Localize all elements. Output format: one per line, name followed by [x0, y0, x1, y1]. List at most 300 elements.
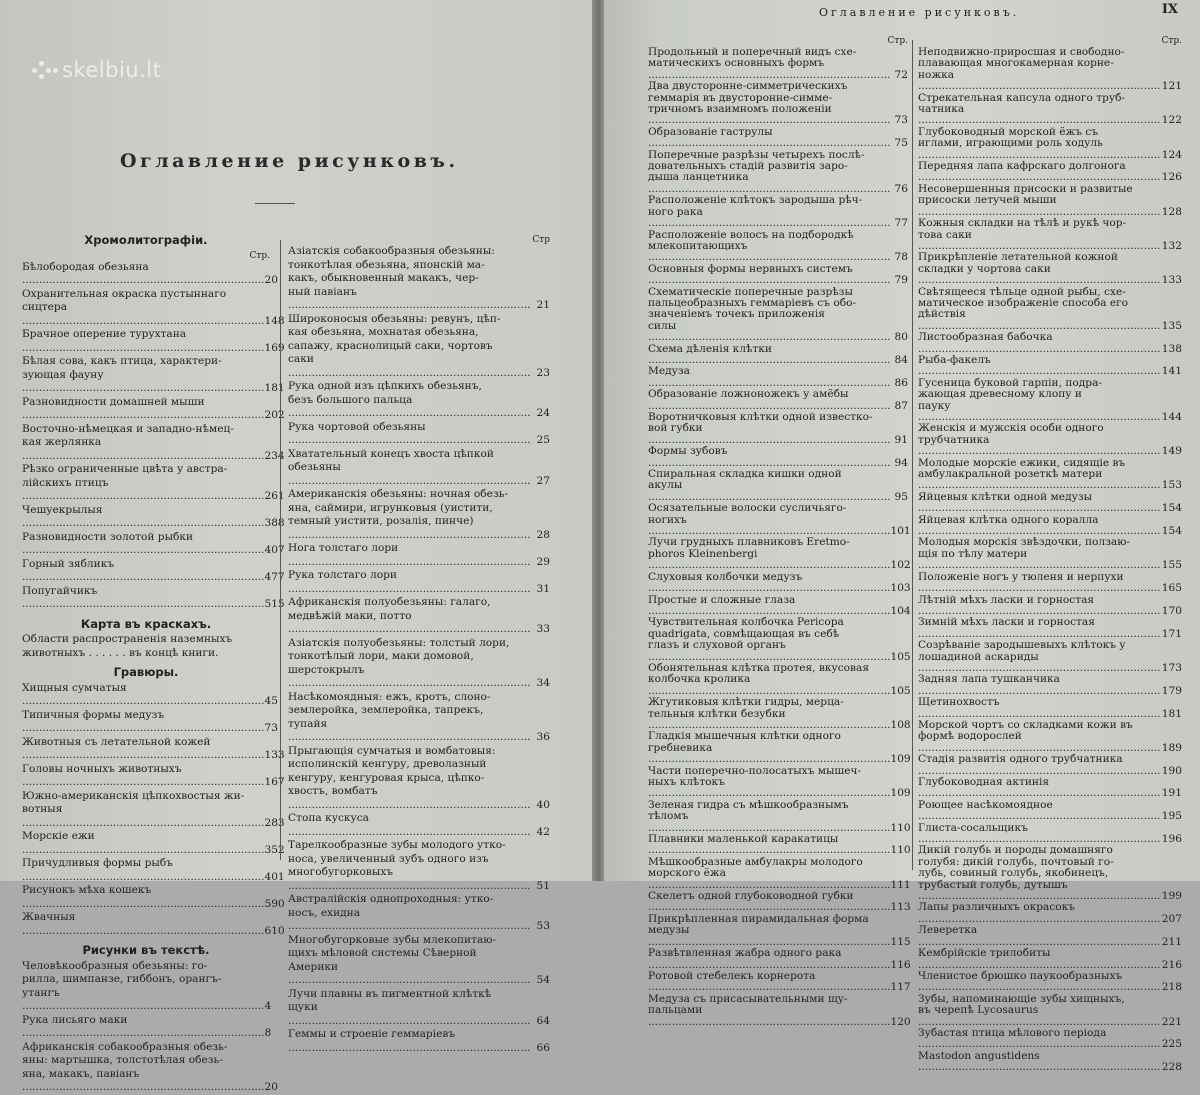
toc-entry [918, 925, 1182, 948]
toc-entry [648, 287, 908, 344]
entry-page: 78 [894, 251, 908, 264]
entry-title: Слуховыя колбочки медузъ ..... [648, 572, 890, 595]
entry-page: 352 [264, 843, 285, 856]
toc-entry [648, 593, 911, 618]
toc-entry [648, 344, 908, 367]
toc-entry [648, 616, 911, 663]
entry-page: 102 [890, 559, 911, 572]
entry-title: Разновидности домашней мыши ..... [22, 396, 264, 423]
page-title: Оглавление рисунковъ. [120, 150, 459, 172]
entry-title: Бѣлая сова, какъ птица, характери- зующая фауну ..... [22, 355, 264, 396]
left-page [0, 0, 596, 1093]
toc-entry [648, 47, 908, 81]
entry-title: Прыгающія сумчатыя и вомбатовыя: исполинскій кенгуру, древолазный кенгуру, кенгуровая крыса, цѣпко- хвостъ, вомбатъ ..... [288, 745, 530, 813]
entry-page: 113 [890, 901, 911, 914]
entry-page: 173 [1161, 661, 1182, 674]
toc-entry [918, 537, 1182, 571]
toc-entry [22, 584, 285, 612]
entry-title: Рука чортовой обезьяны ..... [288, 421, 530, 448]
entry-page: 225 [1161, 1038, 1182, 1051]
entry-page: 105 [890, 684, 911, 697]
entry-page: 36 [536, 731, 550, 743]
entry-title: Попугайчикъ ..... [22, 585, 264, 612]
toc-entry [918, 423, 1182, 457]
entry-page: 101 [890, 525, 911, 538]
entry-page: 149 [1161, 445, 1182, 458]
column-divider [280, 240, 281, 860]
toc-entry [22, 857, 285, 884]
column-divider [912, 40, 913, 870]
toc-entry [22, 328, 285, 355]
entry-title: Молодые морскіе ежики, сидящіе въ амбулакральной розеткѣ матери ..... [918, 458, 1160, 492]
entry-page: 167 [264, 776, 285, 788]
entry-page: 590 [264, 897, 285, 910]
entry-title: Животныя съ летательной кожей ..... [22, 736, 264, 763]
entry-title: Горный зябликъ ..... [22, 558, 264, 585]
toc-entry [648, 855, 911, 891]
toc-entry [918, 617, 1182, 640]
toc-entry [288, 637, 550, 691]
entry-title: Кембрійскіе трилобиты ..... [918, 948, 1160, 971]
entry-title: Рука одной изъ цѣпкихъ обезьянъ, безъ большого пальца ..... [288, 380, 530, 421]
entry-page: 51 [536, 879, 550, 892]
entry-title: Расположеніе клѣтокъ зародыша рѣч- ного рака ..... [648, 195, 890, 229]
toc-entry [22, 911, 285, 938]
entry-page: 190 [1161, 764, 1182, 777]
entry-title: Лучи грудныхъ плавниковъ Eretmo- phoros Kleinenbergi ..... [648, 537, 890, 571]
entry-title: Типичныя формы медузъ ..... [22, 709, 264, 736]
entry-page: 189 [1161, 741, 1182, 754]
toc-entry [22, 708, 278, 736]
toc-entry [22, 395, 285, 423]
toc-entry [288, 245, 550, 313]
page-column-label: Стр. [887, 36, 908, 46]
entry-title: Части поперечно-полосатыхъ мышеч- ныхъ клѣтокъ ..... [648, 766, 890, 800]
entry-title: Скелетъ одной глубоководной губки ..... [648, 891, 890, 914]
entry-title: Медуза съ присасывательными щу- пальцами ..... [648, 994, 890, 1028]
entry-title: Образованіе гаструлы ..... [648, 127, 890, 150]
entry-page: 73 [894, 114, 908, 127]
toc-entry [22, 530, 285, 558]
toc-entry [648, 150, 908, 196]
toc-entry [288, 745, 550, 813]
entry-page: 73 [264, 722, 278, 734]
entry-title: Морскіе ежи ..... [22, 830, 264, 857]
entry-page: 54 [536, 974, 550, 986]
entry-page: 401 [264, 870, 285, 883]
entry-title: Свѣтящееся тѣльце одной рыбы, схе- матическое изображеніе способа его дѣйствія ..... [918, 287, 1160, 333]
entry-title: Лѣтній мѣхъ ласки и горностая ..... [918, 595, 1160, 618]
entry-title: Прикрѣпленіе летательной кожной складки у чортова саки ..... [918, 252, 1160, 286]
toc-entry [648, 469, 908, 503]
entry-page: 23 [536, 366, 550, 379]
toc-entry [648, 127, 908, 150]
entry-title: Рисунокъ мѣха кошекъ ..... [22, 884, 264, 911]
entry-page: 138 [1161, 342, 1182, 355]
entry-page: 202 [264, 409, 285, 421]
toc-entry [648, 764, 911, 800]
toc-entry [22, 260, 278, 288]
entry-title: Охранительная окраска пустыннаго сицтера ..... [22, 288, 264, 329]
entry-title: Кожныя складки на тѣлѣ и рукѣ чор- това саки ..... [918, 218, 1160, 252]
toc-entry [648, 890, 911, 914]
toc-entry [648, 992, 911, 1028]
entry-title: Гусеница буковой гарпіи, подра- жающая древесному клопу и пауку ..... [918, 378, 1160, 424]
entry-title: Молодыя морскія звѣздочки, ползаю- щія по тѣлу матери ..... [918, 537, 1160, 571]
toc-entry [648, 969, 911, 994]
toc-entry [288, 988, 550, 1029]
toc-entry [918, 492, 1182, 515]
toc-entry [288, 569, 550, 596]
entry-page: 75 [894, 137, 908, 150]
toc-entry [648, 195, 908, 229]
toc-entry [22, 557, 285, 585]
entry-page: 169 [264, 341, 285, 354]
entry-title: Стадія развитія одного трубчатника ..... [918, 754, 1160, 777]
toc-entry [918, 800, 1182, 823]
toc-entry [918, 572, 1182, 595]
entry-title: Женскія и мужскія особи одного трубчатника ..... [918, 423, 1160, 457]
entry-page: 126 [1161, 171, 1182, 184]
entry-page: 122 [1161, 114, 1182, 127]
dots-icon [32, 61, 58, 79]
entry-title: Прикрѣпленная пирамидальная форма медузы ..... [648, 914, 890, 948]
toc-entry [22, 463, 285, 504]
toc-entry [648, 798, 911, 834]
entry-title: Тарелкообразные зубы молодого утко- носа, увеличенный зубъ одного изъ многобугорковыхъ ..... [288, 839, 530, 893]
entry-page: 154 [1161, 525, 1182, 538]
entry-page: 148 [264, 314, 285, 327]
entry-page: 28 [536, 528, 550, 541]
right-column-2 [918, 36, 1182, 1074]
entry-page: 8 [264, 1027, 272, 1039]
entry-page: 91 [894, 433, 908, 446]
entry-title: Азіатскія полуобезьяны: толстый лори, тонкотѣлый лори, маки домовой, шерстокрылъ ..... [288, 637, 530, 691]
entry-page: 117 [890, 981, 911, 994]
entry-page: 191 [1161, 787, 1182, 800]
entry-title: Медуза ..... [648, 366, 890, 389]
entry-title: Зубы, напоминающіе зубы хищныхъ, въ черепѣ Lycosaurus ..... [918, 994, 1160, 1028]
entry-page: 610 [264, 924, 285, 937]
toc-entry [918, 1051, 1182, 1074]
entry-title: Южно-американскія цѣпкохвостыя жи- вотныя ..... [22, 790, 264, 831]
entry-page: 179 [1161, 684, 1182, 697]
toc-entry [648, 81, 908, 127]
entry-title: Глубоководный морской ёжъ съ иглами, играющими роль ходуль ..... [918, 127, 1160, 161]
entry-page: 87 [894, 399, 908, 412]
entry-title: Листообразная бабочка ..... [918, 332, 1160, 355]
entry-title: Морской чортъ со складками кожи въ формѣ водорослей ..... [918, 720, 1160, 754]
page-number: IX [1161, 2, 1178, 17]
entry-page: 109 [890, 787, 911, 800]
entry-page: 95 [894, 490, 908, 503]
toc-entry [22, 762, 285, 790]
toc-entry [288, 893, 550, 934]
toc-entry [648, 502, 911, 538]
entry-title: Глиста-сосальщикъ ..... [918, 823, 1160, 846]
entry-page: 34 [536, 677, 550, 689]
entry-title: Ротовой стебелекъ корнерота ..... [648, 971, 890, 994]
toc-entry [918, 902, 1182, 925]
toc-entry [22, 884, 285, 911]
toc-entry [22, 789, 285, 831]
entry-title: Жвачныя ..... [22, 911, 264, 938]
watermark-text: skelbiu.lt [62, 58, 162, 82]
toc-entry [288, 934, 550, 988]
entry-page: 116 [890, 958, 911, 971]
entry-title: Широконосыя обезьяны: ревунъ, цѣп- кая обезьяна, мохнатая обезьяна, сапажу, краснолицый саки, чортовъ саки ..... [288, 313, 530, 381]
toc-entry [22, 830, 285, 857]
entry-page: 25 [536, 434, 550, 446]
entry-title: Стопа кускуса ..... [288, 812, 530, 839]
entry-page: 115 [890, 935, 911, 948]
page-column-label: Стр. [1161, 36, 1182, 46]
entry-page: 84 [894, 353, 908, 366]
entry-title: Восточно-нѣмецкая и западно-нѣмец- кая жерлянка ..... [22, 423, 264, 464]
toc-entry [918, 674, 1182, 697]
entry-title: Бѣлобородая обезьяна ..... [22, 261, 264, 288]
entry-page: 135 [1161, 319, 1182, 332]
entry-page: 110 [890, 821, 911, 834]
toc-entry [648, 661, 911, 697]
toc-entry [918, 355, 1182, 378]
entry-title: Зимній мѣхъ ласки и горностая ..... [918, 617, 1160, 640]
entry-title: Спиральная складка кишки одной акулы ..... [648, 469, 890, 503]
entry-page: 207 [1161, 912, 1182, 925]
entry-page: 21 [536, 299, 550, 311]
entry-title: Хватательный конецъ хвоста цѣпкой обезьяны ..... [288, 448, 530, 489]
entry-page: 120 [890, 1015, 911, 1028]
entry-title: Многобугорковые зубы млекопитаю- щихъ мѣловой системы Сѣверной Америки ..... [288, 934, 530, 988]
toc-entry [288, 380, 550, 421]
entry-title: Поперечные разрѣзы четырехъ послѣ- довательныхъ стадій развитія заро- дыша ланцетника ..... [648, 150, 890, 196]
entry-title: Головы ночныхъ животныхъ ..... [22, 763, 264, 790]
section-title: Карта въ краскахъ. [80, 616, 212, 631]
entry-title: Схематическіе поперечные разрѣзы пальцеобразныхъ геммаріевъ съ обо- значеніемъ точекъ приложенія силы ..... [648, 287, 890, 344]
toc-entry [22, 1014, 270, 1041]
toc-entry [918, 1028, 1182, 1051]
entry-title: Два двусторонне-симметрическихъ геммарія въ двусторонне-симме- тричномъ взаимномъ положеніи ..... [648, 81, 890, 127]
entry-page: 228 [1161, 1061, 1182, 1074]
toc-entry [648, 947, 911, 971]
section-title: Рисунки въ текстѣ. [82, 943, 210, 957]
toc-entry [918, 845, 1182, 902]
entry-title: Мѣшкообразные амбулакры молодого морского ёжа ..... [648, 857, 890, 891]
entry-page: 124 [1161, 148, 1182, 161]
entry-title: Жгутиковыя клѣтки гидры, мерца- тельныя клѣтки безубки ..... [648, 697, 890, 731]
toc-entry [288, 488, 550, 542]
entry-page: 181 [1161, 707, 1182, 720]
toc-entry [288, 596, 550, 637]
entry-page: 4 [264, 1000, 272, 1012]
entry-title: Лапы различныхъ окрасокъ ..... [918, 902, 1160, 925]
toc-entry [22, 1040, 278, 1095]
entry-page: 141 [1161, 365, 1182, 378]
entry-title: Расположеніе волосъ на подбородкѣ млекопитающихъ ..... [648, 230, 890, 264]
toc-entry [648, 730, 911, 766]
entry-title: Развѣтвленная жабра одного рака ..... [648, 948, 890, 971]
entry-title: Рука толстаго лори ..... [288, 569, 530, 596]
toc-entry [288, 313, 550, 381]
entry-page: 20 [264, 1081, 278, 1093]
entry-title: Положеніе ногъ у тюленя и нерпухи ..... [918, 572, 1160, 595]
entry-title: Брачное оперение турухтана ..... [22, 328, 264, 355]
entry-page: 153 [1161, 479, 1182, 492]
entry-page: 407 [264, 544, 285, 556]
page-column-label: Стр [532, 235, 550, 245]
entry-page: 221 [1161, 1015, 1182, 1028]
toc-entry [918, 184, 1182, 218]
entry-page: 42 [536, 825, 550, 838]
entry-title: Яйцевыя клѣтки одной медузы ..... [918, 492, 1160, 515]
toc-entry [288, 448, 550, 489]
entry-page: 144 [1161, 411, 1182, 423]
entry-title: Хищныя сумчатыя ..... [22, 682, 264, 709]
entry-page: 31 [536, 582, 550, 595]
entry-title: Зубастая птица мѣлового періода ..... [918, 1028, 1160, 1051]
entry-page: 109 [890, 753, 911, 766]
toc-entry [918, 994, 1182, 1028]
entry-page: 105 [890, 650, 911, 663]
entry-page: 64 [536, 1014, 550, 1027]
entry-page: 234 [264, 449, 285, 462]
toc-entry [648, 446, 908, 469]
entry-title: Насѣкомоядныя: ежъ, кротъ, слоно- землеройка, землеройка, тапрекъ, тупайя ..... [288, 691, 530, 745]
entry-page: 196 [1161, 833, 1182, 846]
entry-page: 477 [264, 571, 285, 583]
entry-title: Африканскія собакообразныя обезь- яны: мартышка, толстотѣлая обезь- яна, макакъ, павіанъ ..... [22, 1041, 264, 1095]
toc-entry [918, 971, 1182, 994]
entry-title: Рѣзко ограниченные цвѣта у австра- лійскихъ птицъ ..... [22, 463, 264, 504]
entry-title: Задняя лапа тушканчика ..... [918, 674, 1160, 697]
toc-entry [22, 355, 285, 396]
entry-page: 94 [894, 456, 908, 469]
toc-entry [288, 542, 550, 569]
entry-title: Плавники маленькой каракатицы ..... [648, 834, 890, 857]
entry-page: 76 [894, 182, 908, 195]
toc-entry [648, 389, 908, 412]
toc-entry [22, 681, 278, 709]
entry-title: Чувствительная колбочка Pericopa quadrigata, совмѣщающая въ себѣ глазъ и слуховой органъ ..... [648, 617, 890, 663]
toc-entry [918, 287, 1182, 333]
toc-entry [648, 264, 908, 287]
entry-page: 132 [1161, 239, 1182, 252]
entry-page: 29 [536, 555, 550, 568]
entry-title: Обонятельная клѣтка протея, вкусовая колбочка кролика ..... [648, 663, 890, 697]
toc-entry [288, 812, 550, 839]
entry-page: 111 [890, 878, 911, 891]
entry-title: Щетинохвостъ ..... [918, 697, 1160, 720]
running-head: Оглавление рисунковъ. [819, 6, 1020, 19]
entry-page: 79 [894, 274, 908, 287]
entry-title: Гладкія мышечныя клѣтки одного гребневика ..... [648, 731, 890, 765]
section-title: Гравюры. [113, 665, 179, 679]
entry-page: 77 [894, 217, 908, 230]
entry-title: Лучи плавны въ пигментной клѣткѣ щуки ..... [288, 988, 530, 1029]
toc-entry [22, 422, 285, 464]
entry-page: 121 [1161, 80, 1182, 93]
entry-page: 165 [1161, 582, 1182, 595]
toc-entry [648, 536, 911, 572]
entry-page: 66 [536, 1041, 550, 1054]
toc-entry [288, 1028, 550, 1055]
entry-title: Роющее насѣкомоядное ..... [918, 800, 1160, 823]
toc-entry [918, 640, 1182, 674]
entry-title: Причудливыя формы рыбъ ..... [22, 857, 264, 884]
toc-entry [288, 691, 550, 745]
entry-page: 218 [1161, 981, 1182, 994]
entry-page: 45 [264, 695, 278, 707]
entry-title: Схема дѣленія клѣтки ..... [648, 344, 890, 367]
entry-title: Передняя лапа кафрскаго долгонога ..... [918, 161, 1160, 184]
toc-entry [918, 777, 1182, 800]
entry-title: Африканскія полуобезьяны: галаго, медвѣжій маки, потто ..... [288, 596, 530, 637]
entry-title: Простые и сложные глаза ..... [648, 595, 890, 618]
entry-page: 128 [1161, 205, 1182, 218]
entry-page: 27 [536, 474, 550, 487]
entry-page: 133 [264, 749, 285, 761]
toc-entry [918, 697, 1182, 720]
toc-entry [648, 412, 908, 446]
entry-page: 154 [1161, 502, 1182, 515]
entry-title: Воротничковыя клѣтки одной известко- вой губки ..... [648, 412, 890, 446]
entry-page: 216 [1161, 958, 1182, 971]
entry-page: 388 [264, 517, 285, 529]
title-divider [255, 203, 295, 204]
toc-entry [648, 230, 908, 264]
entry-page: 181 [264, 382, 285, 394]
toc-entry [918, 93, 1182, 127]
entry-title: Дикій голубь и породы домашняго голубя: дикій голубь, почтовый го- лубь, совиный голубь, якобинецъ, трубастый голубь, дутышъ ..... [918, 845, 1160, 902]
entry-title: Формы зубовъ ..... [648, 446, 890, 469]
entry-title: Американскія обезьяны: ночная обезь- яна, саймири, игрунковыя (уистити, темный уистити, розалія, пинче) ..... [288, 488, 530, 542]
entry-title: Азіатскія собакообразныя обезьяны: тонкотѣлая обезьяна, японскій ма- какъ, обыкновенный макакъ, чер- ный павіанъ ..... [288, 245, 530, 313]
toc-entry [918, 378, 1182, 424]
page-column-label: Стр. [249, 250, 270, 261]
section-title: Хромолитографіи. [84, 233, 208, 247]
entry-page: 515 [264, 598, 285, 610]
entry-title: Несовершенныя присоски и развитые присоски летучей мыши ..... [918, 184, 1160, 218]
entry-title: Рыба-факелъ ..... [918, 355, 1160, 378]
toc-entry [288, 421, 550, 448]
entry-page: 110 [890, 844, 911, 857]
left-column-2 [288, 234, 550, 1055]
toc-entry [918, 823, 1182, 846]
toc-entry [648, 696, 911, 731]
entry-title: Австралійскія однопроходныя: утко- носъ, ехидна ..... [288, 893, 530, 934]
toc-entry [918, 332, 1182, 355]
toc-entry [918, 252, 1182, 286]
entry-title: Членистое брюшко паукообразныхъ ..... [918, 971, 1160, 994]
entry-title: Зеленая гидра съ мѣшкообразнымъ тѣломъ ..... [648, 800, 890, 834]
entry-page: 24 [536, 407, 550, 419]
toc-entry [648, 912, 911, 948]
entry-title: Леверетка ..... [918, 925, 1160, 948]
entry-title: Неподвижно-приросшая и свободно- плавающая многокамерная корне- ножка ..... [918, 47, 1160, 93]
entry-page: 108 [890, 718, 911, 731]
entry-page: 104 [890, 604, 911, 617]
entry-page: 170 [1161, 604, 1182, 617]
entry-page: 171 [1161, 627, 1182, 640]
entry-page: 72 [894, 68, 908, 81]
toc-entry [648, 366, 908, 389]
entry-title: Яйцевая клѣтка одного коралла ..... [918, 515, 1160, 538]
entry-title: Человѣкообразныя обезьяны: го- рилла, шимпанзе, гиббонъ, орангъ- утангъ ..... [22, 960, 264, 1014]
entry-page: 20 [264, 274, 278, 286]
entry-title: Рука лисьяго маки ..... [22, 1014, 264, 1041]
entry-title: Осязательные волоски сусличьяго- ногихъ ..... [648, 503, 890, 537]
entry-page: 80 [894, 331, 908, 344]
